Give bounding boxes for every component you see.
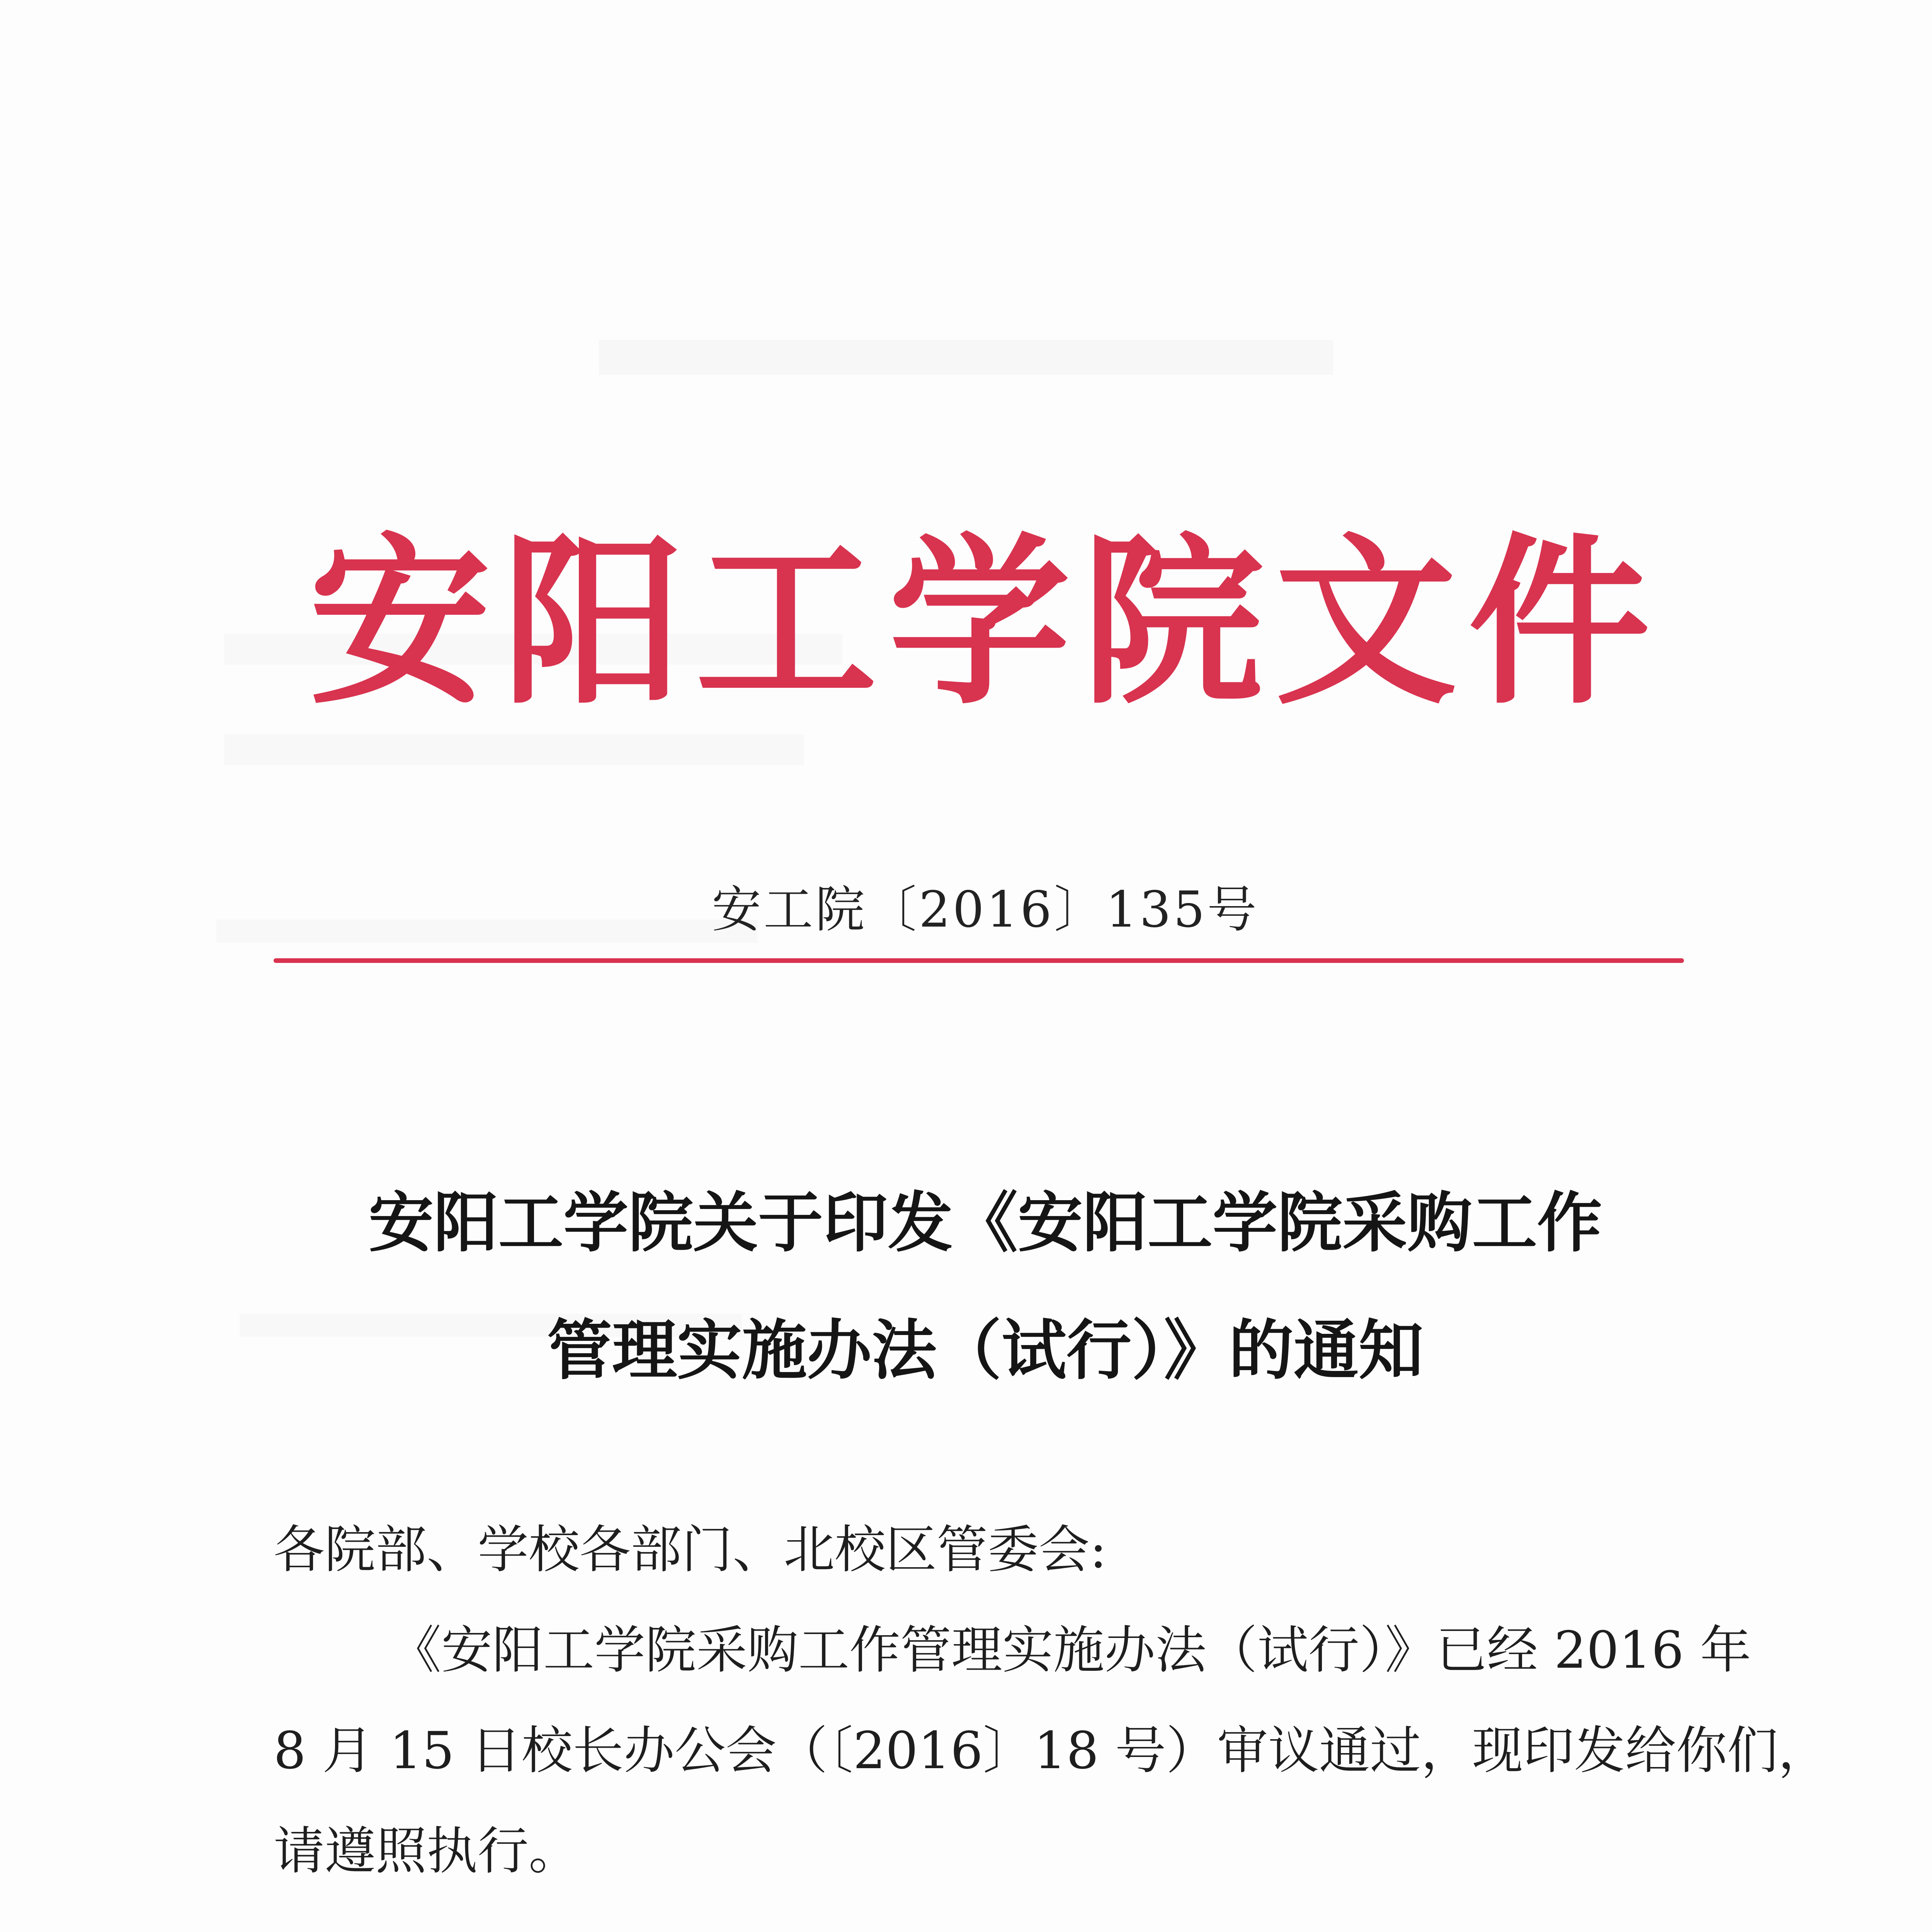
notice-title	[0, 1159, 1932, 1414]
show-through-texture	[224, 734, 804, 765]
document-number: 安工院〔2016〕135号	[711, 881, 1259, 939]
addressee-line: 各院部、学校各部门、北校区管委会:	[274, 1520, 1107, 1580]
body-paragraph-line-2: 8 月 15 日校长办公会（〔2016〕18 号）审议通过，现印发给你们，	[274, 1721, 1829, 1781]
notice-title-line-2: 管理实施办法（试行）》的通知	[547, 1313, 1423, 1388]
body-paragraph-line-3: 请遵照执行。	[274, 1821, 580, 1881]
document-header-title: 安阳工学院文件	[309, 515, 1662, 729]
body-paragraph-line-1: 《安阳工学院采购工作管理实施办法（试行）》已经 2016 年	[390, 1621, 1751, 1680]
red-separator-rule	[274, 958, 1684, 963]
notice-title-line-1: 安阳工学院关于印发《安阳工学院采购工作	[369, 1185, 1602, 1261]
show-through-texture	[599, 340, 1333, 375]
